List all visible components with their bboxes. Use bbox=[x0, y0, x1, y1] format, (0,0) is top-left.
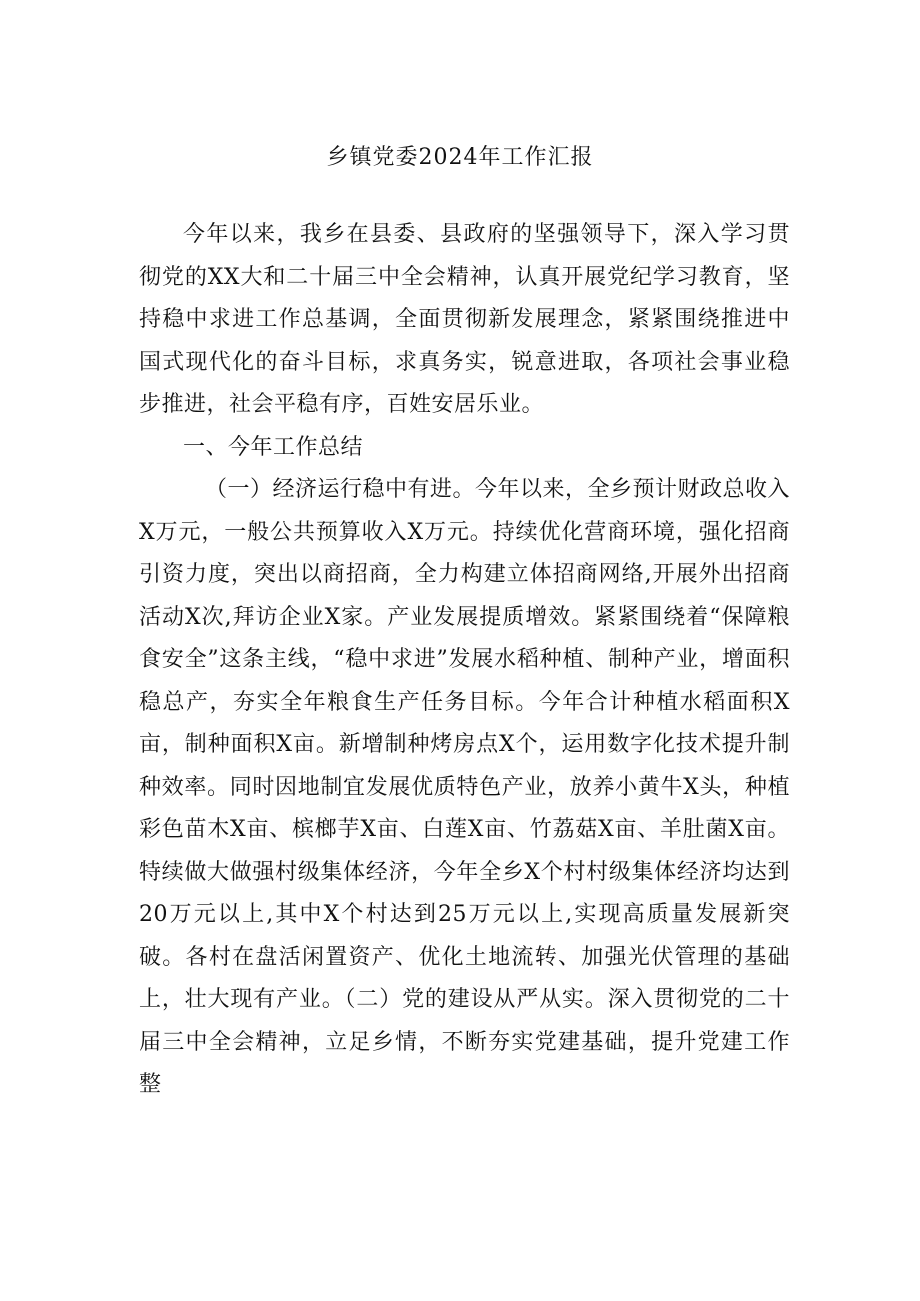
intro-paragraph: 今年以来，我乡在县委、县政府的坚强领导下，深入学习贯彻党的XX大和二十届三中全会精神，认真开展党纪学习教育，坚持稳中求进工作总基调，全面贯彻新发展理念，紧紧围绕推进中国式现代化的奋斗目标，求真务实，锐意进取，各项社会事业稳步推进，社会平稳有序，百姓安居乐业。 bbox=[139, 222, 790, 417]
document-body bbox=[139, 214, 790, 1107]
document-title: 乡镇党委2024年工作汇报 bbox=[326, 145, 594, 170]
economy-paragraph: （一）经济运行稳中有进。今年以来，全乡预计财政总收入X万元，一般公共预算收入X万元。持续优化营商环境，强化招商引资力度，突出以商招商，全力构建立体招商网络,开展外出招商活动X次,拜访企业X家。产业发展提质增效。紧紧围绕着“保障粮食安全”这条主线，“稳中求进”发展水稻种植、制种产业，增面积稳总产，夯实全年粮食生产任务目标。今年合计种植水稻面积X亩，制种面积X亩。新增制种烤房点X个，运用数字化技术提升制种效率。同时因地制宜发展优质特色产业，放养小黄牛X头，种植彩色苗木X亩、槟榔芋X亩、白莲X亩、竹荔菇X亩、羊肚菌X亩。特续做大做强村级集体经济，今年全乡X个村村级集体经济均达到20万元以上,其中X个村达到25万元以上,实现高质量发展新突破。各村在盘活闲置资产、优化土地流转、加强光伏管理的基础上，壮大现有产业。（二）党的建设从严从实。深入贯彻党的二十届三中全会精神，立足乡情，不断夯实党建基础，提升党建工作整 bbox=[139, 477, 791, 1097]
section-heading: 一、今年工作总结 bbox=[183, 434, 364, 460]
